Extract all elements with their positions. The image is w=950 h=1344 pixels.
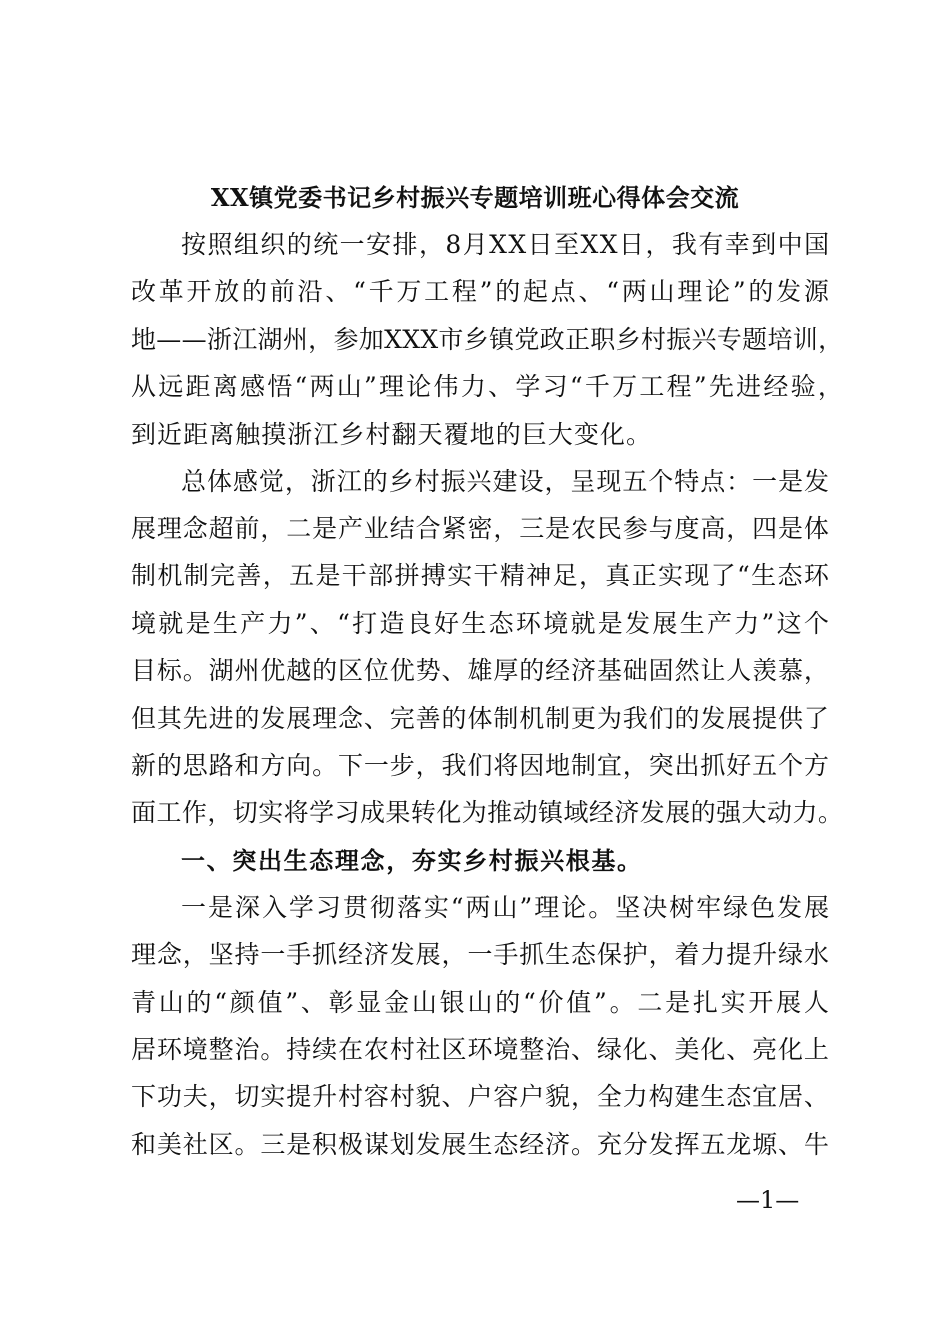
paragraph-2-line-4: 境就是生产力”、“打造良好生态环境就是发展生产力”这个 (131, 609, 832, 638)
paragraph-3-line-4: 居环境整治。持续在农村社区环境整治、绿化、美化、亮化上 (131, 1035, 830, 1064)
paragraph-3-line-2: 理念，坚持一手抓经济发展，一手抓生态保护，着力提升绿水 (131, 940, 830, 969)
paragraph-3-line-5: 下功夫，切实提升村容村貌、户容户貌，全力构建生态宜居、 (131, 1082, 830, 1111)
paragraph-2-line-1: 总体感觉，浙江的乡村振兴建设，呈现五个特点：一是发 (181, 467, 831, 496)
paragraph-2-line-2: 展理念超前，二是产业结合紧密，三是农民参与度高，四是体 (131, 514, 830, 543)
page-number: —1— (736, 1186, 800, 1214)
paragraph-2-line-7: 新的思路和方向。下一步，我们将因地制宜，突出抓好五个方 (131, 751, 830, 780)
paragraph-2-line-3: 制机制完善，五是干部拼搏实干精神足，真正实现了“生态环 (131, 561, 831, 590)
paragraph-3-line-1: 一是深入学习贯彻落实“两山”理论。坚决树牢绿色发展 (181, 893, 832, 922)
paragraph-3-line-3: 青山的“颜值”、彰显金山银山的“价值”。二是扎实开展人 (131, 988, 832, 1017)
paragraph-1-line-1: 按照组织的统一安排，8月XX日至XX日，我有幸到中国 (181, 230, 831, 259)
paragraph-1-line-5: 到近距离触摸浙江乡村翻天覆地的巨大变化。 (131, 420, 653, 449)
paragraph-2-line-6: 但其先进的发展理念、完善的体制机制更为我们的发展提供了 (131, 704, 830, 733)
paragraph-2-line-8: 面工作，切实将学习成果转化为推动镇域经济发展的强大动力。 (131, 798, 844, 827)
paragraph-3-line-6: 和美社区。三是积极谋划发展生态经济。充分发挥五龙塬、牛 (131, 1130, 830, 1159)
paragraph-1-line-2: 改革开放的前沿、“千万工程”的起点、“两山理论”的发源 (131, 277, 832, 306)
section-1-heading: 一、突出生态理念，夯实乡村振兴根基。 (181, 847, 643, 875)
paragraph-2-line-5: 目标。湖州优越的区位优势、雄厚的经济基础固然让人羡慕， (131, 656, 830, 685)
paragraph-1-line-3: 地——浙江湖州，参加XXX市乡镇党政正职乡村振兴专题培训， (131, 325, 844, 354)
document-title: XX镇党委书记乡村振兴专题培训班心得体会交流 (210, 183, 740, 212)
paragraph-1-line-4: 从远距离感悟“两山”理论伟力、学习“千万工程”先进经验， (131, 372, 846, 401)
